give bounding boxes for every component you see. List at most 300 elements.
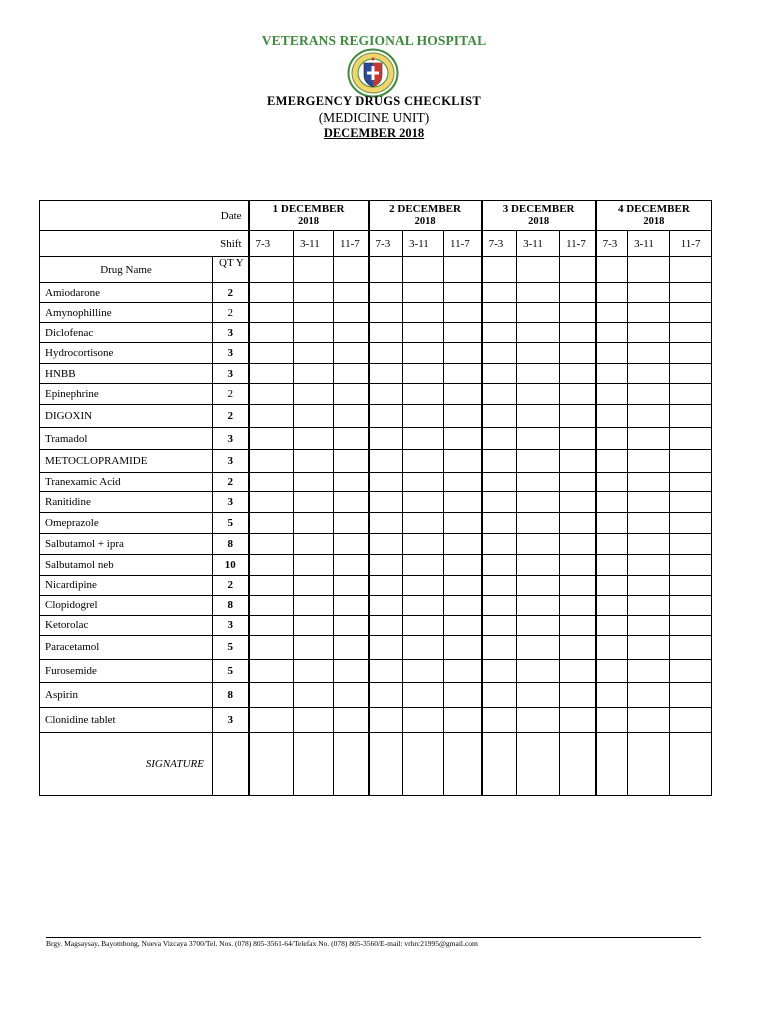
shift-cell: 11-7 <box>334 231 369 257</box>
check-cell[interactable] <box>482 513 517 533</box>
check-cell[interactable] <box>444 533 482 554</box>
check-cell[interactable] <box>294 707 334 732</box>
check-cell[interactable] <box>670 554 712 575</box>
signature-cell[interactable] <box>334 732 369 795</box>
check-cell[interactable] <box>444 492 482 513</box>
check-cell[interactable] <box>482 384 517 405</box>
check-cell[interactable] <box>444 615 482 635</box>
check-cell[interactable] <box>249 364 294 384</box>
check-cell[interactable] <box>628 450 670 473</box>
drug-row <box>40 323 712 343</box>
check-cell[interactable] <box>670 303 712 323</box>
check-cell[interactable] <box>334 428 369 450</box>
check-cell[interactable] <box>596 615 628 635</box>
date-row <box>40 201 712 231</box>
check-cell[interactable] <box>294 343 334 364</box>
shift-cell: 3-11 <box>628 231 670 257</box>
check-cell[interactable] <box>560 513 596 533</box>
check-cell[interactable] <box>249 707 294 732</box>
check-cell[interactable] <box>403 303 444 323</box>
signature-cell[interactable] <box>482 732 517 795</box>
check-cell[interactable] <box>403 384 444 405</box>
check-cell[interactable] <box>560 575 596 595</box>
check-cell[interactable] <box>596 513 628 533</box>
check-cell[interactable] <box>369 554 403 575</box>
check-cell[interactable] <box>369 473 403 492</box>
check-cell[interactable] <box>517 492 560 513</box>
check-cell[interactable] <box>517 364 560 384</box>
check-cell[interactable] <box>334 323 369 343</box>
check-cell[interactable] <box>517 707 560 732</box>
check-cell[interactable] <box>596 343 628 364</box>
check-cell[interactable] <box>517 513 560 533</box>
check-cell[interactable] <box>249 575 294 595</box>
check-cell[interactable] <box>560 595 596 615</box>
check-cell[interactable] <box>369 450 403 473</box>
check-cell[interactable] <box>628 615 670 635</box>
check-cell[interactable] <box>294 364 334 384</box>
check-cell[interactable] <box>294 554 334 575</box>
check-cell[interactable] <box>482 303 517 323</box>
check-cell[interactable] <box>628 303 670 323</box>
check-cell[interactable] <box>670 450 712 473</box>
check-cell[interactable] <box>403 615 444 635</box>
check-cell[interactable] <box>596 682 628 707</box>
check-cell[interactable] <box>596 428 628 450</box>
shift-cell: 3-11 <box>517 231 560 257</box>
check-cell[interactable] <box>334 554 369 575</box>
footer-divider <box>46 937 701 938</box>
check-cell[interactable] <box>403 343 444 364</box>
check-cell[interactable] <box>444 364 482 384</box>
drug-name: Clonidine tablet <box>40 707 213 732</box>
check-cell[interactable] <box>403 513 444 533</box>
check-cell[interactable] <box>560 533 596 554</box>
check-cell[interactable] <box>670 615 712 635</box>
check-cell[interactable] <box>482 323 517 343</box>
signature-cell[interactable] <box>670 732 712 795</box>
check-cell[interactable] <box>403 635 444 659</box>
drug-name: Amiodarone <box>40 283 213 303</box>
check-cell[interactable] <box>334 615 369 635</box>
check-cell[interactable] <box>628 405 670 428</box>
check-cell[interactable] <box>334 533 369 554</box>
check-cell[interactable] <box>628 323 670 343</box>
signature-cell[interactable] <box>369 732 403 795</box>
check-cell[interactable] <box>249 405 294 428</box>
check-cell[interactable] <box>294 635 334 659</box>
check-cell[interactable] <box>596 364 628 384</box>
check-cell[interactable] <box>560 659 596 682</box>
check-cell[interactable] <box>369 595 403 615</box>
check-cell[interactable] <box>403 428 444 450</box>
check-cell[interactable] <box>294 283 334 303</box>
check-cell[interactable] <box>403 323 444 343</box>
check-cell[interactable] <box>294 533 334 554</box>
check-cell[interactable] <box>560 303 596 323</box>
check-cell[interactable] <box>482 364 517 384</box>
check-cell[interactable] <box>596 450 628 473</box>
check-cell[interactable] <box>482 428 517 450</box>
check-cell[interactable] <box>294 575 334 595</box>
check-cell[interactable] <box>670 283 712 303</box>
check-cell[interactable] <box>249 450 294 473</box>
check-cell[interactable] <box>560 682 596 707</box>
check-cell[interactable] <box>628 595 670 615</box>
signature-cell[interactable] <box>628 732 670 795</box>
check-cell[interactable] <box>517 635 560 659</box>
check-cell[interactable] <box>249 635 294 659</box>
check-cell[interactable] <box>596 473 628 492</box>
check-cell[interactable] <box>670 384 712 405</box>
date-year: 2018 <box>643 216 665 228</box>
check-cell[interactable] <box>249 473 294 492</box>
check-cell[interactable] <box>249 513 294 533</box>
check-cell[interactable] <box>517 343 560 364</box>
check-cell[interactable] <box>249 682 294 707</box>
check-cell[interactable] <box>482 682 517 707</box>
signature-cell[interactable] <box>517 732 560 795</box>
check-cell[interactable] <box>482 450 517 473</box>
check-cell[interactable] <box>596 533 628 554</box>
check-cell[interactable] <box>249 659 294 682</box>
check-cell[interactable] <box>517 405 560 428</box>
check-cell[interactable] <box>560 707 596 732</box>
check-cell[interactable] <box>369 492 403 513</box>
check-cell[interactable] <box>403 707 444 732</box>
check-cell[interactable] <box>369 323 403 343</box>
signature-cell[interactable] <box>560 732 596 795</box>
check-cell[interactable] <box>596 303 628 323</box>
drug-row <box>40 615 712 635</box>
check-cell[interactable] <box>482 283 517 303</box>
check-cell[interactable] <box>444 707 482 732</box>
check-cell[interactable] <box>482 492 517 513</box>
check-cell[interactable] <box>517 533 560 554</box>
column-header-row <box>40 257 712 283</box>
check-cell[interactable] <box>334 405 369 428</box>
check-cell[interactable] <box>369 303 403 323</box>
shift-cell: 3-11 <box>403 231 444 257</box>
check-cell[interactable] <box>596 283 628 303</box>
check-cell[interactable] <box>560 384 596 405</box>
check-cell[interactable] <box>628 513 670 533</box>
check-cell[interactable] <box>369 405 403 428</box>
check-cell[interactable] <box>403 283 444 303</box>
check-cell[interactable] <box>334 473 369 492</box>
check-cell[interactable] <box>294 492 334 513</box>
check-cell[interactable] <box>670 659 712 682</box>
check-cell[interactable] <box>403 450 444 473</box>
check-cell[interactable] <box>482 405 517 428</box>
drug-row <box>40 303 712 323</box>
check-cell[interactable] <box>517 303 560 323</box>
check-cell[interactable] <box>670 343 712 364</box>
drug-qty: 3 <box>213 364 249 384</box>
check-cell[interactable] <box>249 303 294 323</box>
check-cell[interactable] <box>444 682 482 707</box>
check-cell[interactable] <box>517 283 560 303</box>
check-cell[interactable] <box>294 428 334 450</box>
check-cell[interactable] <box>334 492 369 513</box>
check-cell[interactable] <box>596 554 628 575</box>
check-cell[interactable] <box>628 492 670 513</box>
check-cell[interactable] <box>403 473 444 492</box>
drug-row <box>40 595 712 615</box>
check-cell[interactable] <box>369 343 403 364</box>
drug-qty: 2 <box>213 283 249 303</box>
check-cell[interactable] <box>628 343 670 364</box>
date-day: 4 DECEMBER <box>617 203 690 216</box>
check-cell[interactable] <box>444 323 482 343</box>
check-cell[interactable] <box>334 384 369 405</box>
check-cell[interactable] <box>403 554 444 575</box>
check-cell[interactable] <box>369 659 403 682</box>
check-cell[interactable] <box>482 595 517 615</box>
check-cell[interactable] <box>444 595 482 615</box>
check-cell[interactable] <box>294 405 334 428</box>
check-cell[interactable] <box>517 554 560 575</box>
check-cell[interactable] <box>628 554 670 575</box>
drug-row <box>40 575 712 595</box>
check-cell[interactable] <box>670 635 712 659</box>
check-cell[interactable] <box>482 554 517 575</box>
check-cell[interactable] <box>596 492 628 513</box>
check-cell[interactable] <box>670 323 712 343</box>
drug-qty: 5 <box>213 635 249 659</box>
check-cell[interactable] <box>628 473 670 492</box>
check-cell[interactable] <box>444 303 482 323</box>
check-cell[interactable] <box>334 364 369 384</box>
check-cell[interactable] <box>444 384 482 405</box>
drug-row <box>40 384 712 405</box>
check-cell[interactable] <box>670 405 712 428</box>
check-cell[interactable] <box>670 364 712 384</box>
check-cell[interactable] <box>294 682 334 707</box>
check-cell[interactable] <box>670 575 712 595</box>
check-cell[interactable] <box>482 615 517 635</box>
signature-cell[interactable] <box>249 732 294 795</box>
check-cell[interactable] <box>294 615 334 635</box>
check-cell[interactable] <box>249 595 294 615</box>
check-cell[interactable] <box>369 533 403 554</box>
drug-name: Nicardipine <box>40 575 213 595</box>
check-cell[interactable] <box>294 659 334 682</box>
check-cell[interactable] <box>403 682 444 707</box>
check-cell[interactable] <box>334 450 369 473</box>
footer-address: Brgy. Magsaysay, Bayombong, Nueva Vizcaya 3700/Tel. Nos. (078) 805-3561-64/Telefax No. (078) 805-3560/E-mail: vrhrc21995@gmail.com <box>46 939 478 948</box>
check-cell[interactable] <box>517 575 560 595</box>
check-cell[interactable] <box>444 554 482 575</box>
check-cell[interactable] <box>560 364 596 384</box>
check-cell[interactable] <box>628 384 670 405</box>
check-cell[interactable] <box>369 283 403 303</box>
check-cell[interactable] <box>670 513 712 533</box>
date-label: Date <box>40 201 249 231</box>
drug-qty: 3 <box>213 450 249 473</box>
check-cell[interactable] <box>369 682 403 707</box>
check-cell[interactable] <box>369 615 403 635</box>
check-cell[interactable] <box>444 405 482 428</box>
check-cell[interactable] <box>560 554 596 575</box>
check-cell[interactable] <box>369 707 403 732</box>
check-cell[interactable] <box>249 533 294 554</box>
check-cell[interactable] <box>482 575 517 595</box>
drug-name: Tramadol <box>40 428 213 450</box>
check-cell[interactable] <box>249 615 294 635</box>
check-cell[interactable] <box>249 428 294 450</box>
check-cell[interactable] <box>403 533 444 554</box>
check-cell[interactable] <box>517 323 560 343</box>
check-cell[interactable] <box>403 575 444 595</box>
check-cell[interactable] <box>596 323 628 343</box>
drugs-checklist-table <box>39 200 712 796</box>
check-cell[interactable] <box>334 595 369 615</box>
check-cell[interactable] <box>334 343 369 364</box>
check-cell[interactable] <box>334 283 369 303</box>
check-cell[interactable] <box>444 343 482 364</box>
check-cell[interactable] <box>628 364 670 384</box>
check-cell[interactable] <box>294 384 334 405</box>
check-cell[interactable] <box>249 343 294 364</box>
check-cell[interactable] <box>517 428 560 450</box>
check-cell[interactable] <box>560 450 596 473</box>
check-cell[interactable] <box>334 513 369 533</box>
check-cell[interactable] <box>517 473 560 492</box>
check-cell[interactable] <box>444 635 482 659</box>
check-cell[interactable] <box>670 473 712 492</box>
check-cell[interactable] <box>628 283 670 303</box>
drug-row <box>40 343 712 364</box>
check-cell[interactable] <box>444 575 482 595</box>
check-cell[interactable] <box>670 533 712 554</box>
drug-row <box>40 364 712 384</box>
check-cell[interactable] <box>482 533 517 554</box>
signature-label: SIGNATURE <box>40 732 213 795</box>
check-cell[interactable] <box>249 554 294 575</box>
check-cell[interactable] <box>517 615 560 635</box>
check-cell[interactable] <box>628 682 670 707</box>
signature-cell[interactable] <box>294 732 334 795</box>
check-cell[interactable] <box>334 682 369 707</box>
check-cell[interactable] <box>482 473 517 492</box>
check-cell[interactable] <box>628 533 670 554</box>
check-cell[interactable] <box>628 635 670 659</box>
check-cell[interactable] <box>670 707 712 732</box>
drug-qty: 3 <box>213 707 249 732</box>
check-cell[interactable] <box>403 405 444 428</box>
check-cell[interactable] <box>517 682 560 707</box>
check-cell[interactable] <box>369 635 403 659</box>
check-cell[interactable] <box>596 707 628 732</box>
check-cell[interactable] <box>294 323 334 343</box>
check-cell[interactable] <box>560 428 596 450</box>
check-cell[interactable] <box>334 707 369 732</box>
check-cell[interactable] <box>249 384 294 405</box>
check-cell[interactable] <box>628 575 670 595</box>
check-cell[interactable] <box>369 513 403 533</box>
check-cell[interactable] <box>596 405 628 428</box>
check-cell[interactable] <box>596 659 628 682</box>
check-cell[interactable] <box>560 405 596 428</box>
check-cell[interactable] <box>369 364 403 384</box>
check-cell[interactable] <box>444 659 482 682</box>
check-cell[interactable] <box>369 384 403 405</box>
check-cell[interactable] <box>249 492 294 513</box>
check-cell[interactable] <box>444 450 482 473</box>
check-cell[interactable] <box>403 595 444 615</box>
check-cell[interactable] <box>628 707 670 732</box>
check-cell[interactable] <box>294 450 334 473</box>
signature-cell[interactable] <box>444 732 482 795</box>
check-cell[interactable] <box>444 283 482 303</box>
check-cell[interactable] <box>596 595 628 615</box>
check-cell[interactable] <box>560 323 596 343</box>
check-cell[interactable] <box>670 682 712 707</box>
check-cell[interactable] <box>628 428 670 450</box>
check-cell[interactable] <box>560 343 596 364</box>
check-cell[interactable] <box>249 323 294 343</box>
check-cell[interactable] <box>444 473 482 492</box>
check-cell[interactable] <box>334 635 369 659</box>
check-cell[interactable] <box>560 635 596 659</box>
check-cell[interactable] <box>517 595 560 615</box>
check-cell[interactable] <box>444 513 482 533</box>
check-cell[interactable] <box>670 595 712 615</box>
check-cell[interactable] <box>560 473 596 492</box>
check-cell[interactable] <box>334 575 369 595</box>
check-cell[interactable] <box>517 384 560 405</box>
check-cell[interactable] <box>369 575 403 595</box>
check-cell[interactable] <box>334 303 369 323</box>
check-cell[interactable] <box>596 575 628 595</box>
drug-row <box>40 554 712 575</box>
check-cell[interactable] <box>294 473 334 492</box>
drug-qty: 3 <box>213 343 249 364</box>
check-cell[interactable] <box>294 303 334 323</box>
check-cell[interactable] <box>596 635 628 659</box>
check-cell[interactable] <box>670 492 712 513</box>
check-cell[interactable] <box>560 615 596 635</box>
drug-row <box>40 707 712 732</box>
check-cell[interactable] <box>294 595 334 615</box>
check-cell[interactable] <box>334 659 369 682</box>
check-cell[interactable] <box>403 364 444 384</box>
check-cell[interactable] <box>517 659 560 682</box>
signature-cell[interactable] <box>403 732 444 795</box>
check-cell[interactable] <box>444 428 482 450</box>
shift-cell: 7-3 <box>596 231 628 257</box>
drug-name: Aspirin <box>40 682 213 707</box>
check-cell[interactable] <box>403 492 444 513</box>
check-cell[interactable] <box>482 707 517 732</box>
check-cell[interactable] <box>482 635 517 659</box>
check-cell[interactable] <box>482 659 517 682</box>
check-cell[interactable] <box>294 513 334 533</box>
check-cell[interactable] <box>482 343 517 364</box>
check-cell[interactable] <box>596 384 628 405</box>
check-cell[interactable] <box>628 659 670 682</box>
check-cell[interactable] <box>249 283 294 303</box>
signature-cell[interactable] <box>596 732 628 795</box>
check-cell[interactable] <box>670 428 712 450</box>
check-cell[interactable] <box>560 283 596 303</box>
check-cell[interactable] <box>517 450 560 473</box>
check-cell[interactable] <box>403 659 444 682</box>
shift-row <box>40 231 712 257</box>
check-cell[interactable] <box>369 428 403 450</box>
check-cell[interactable] <box>560 492 596 513</box>
